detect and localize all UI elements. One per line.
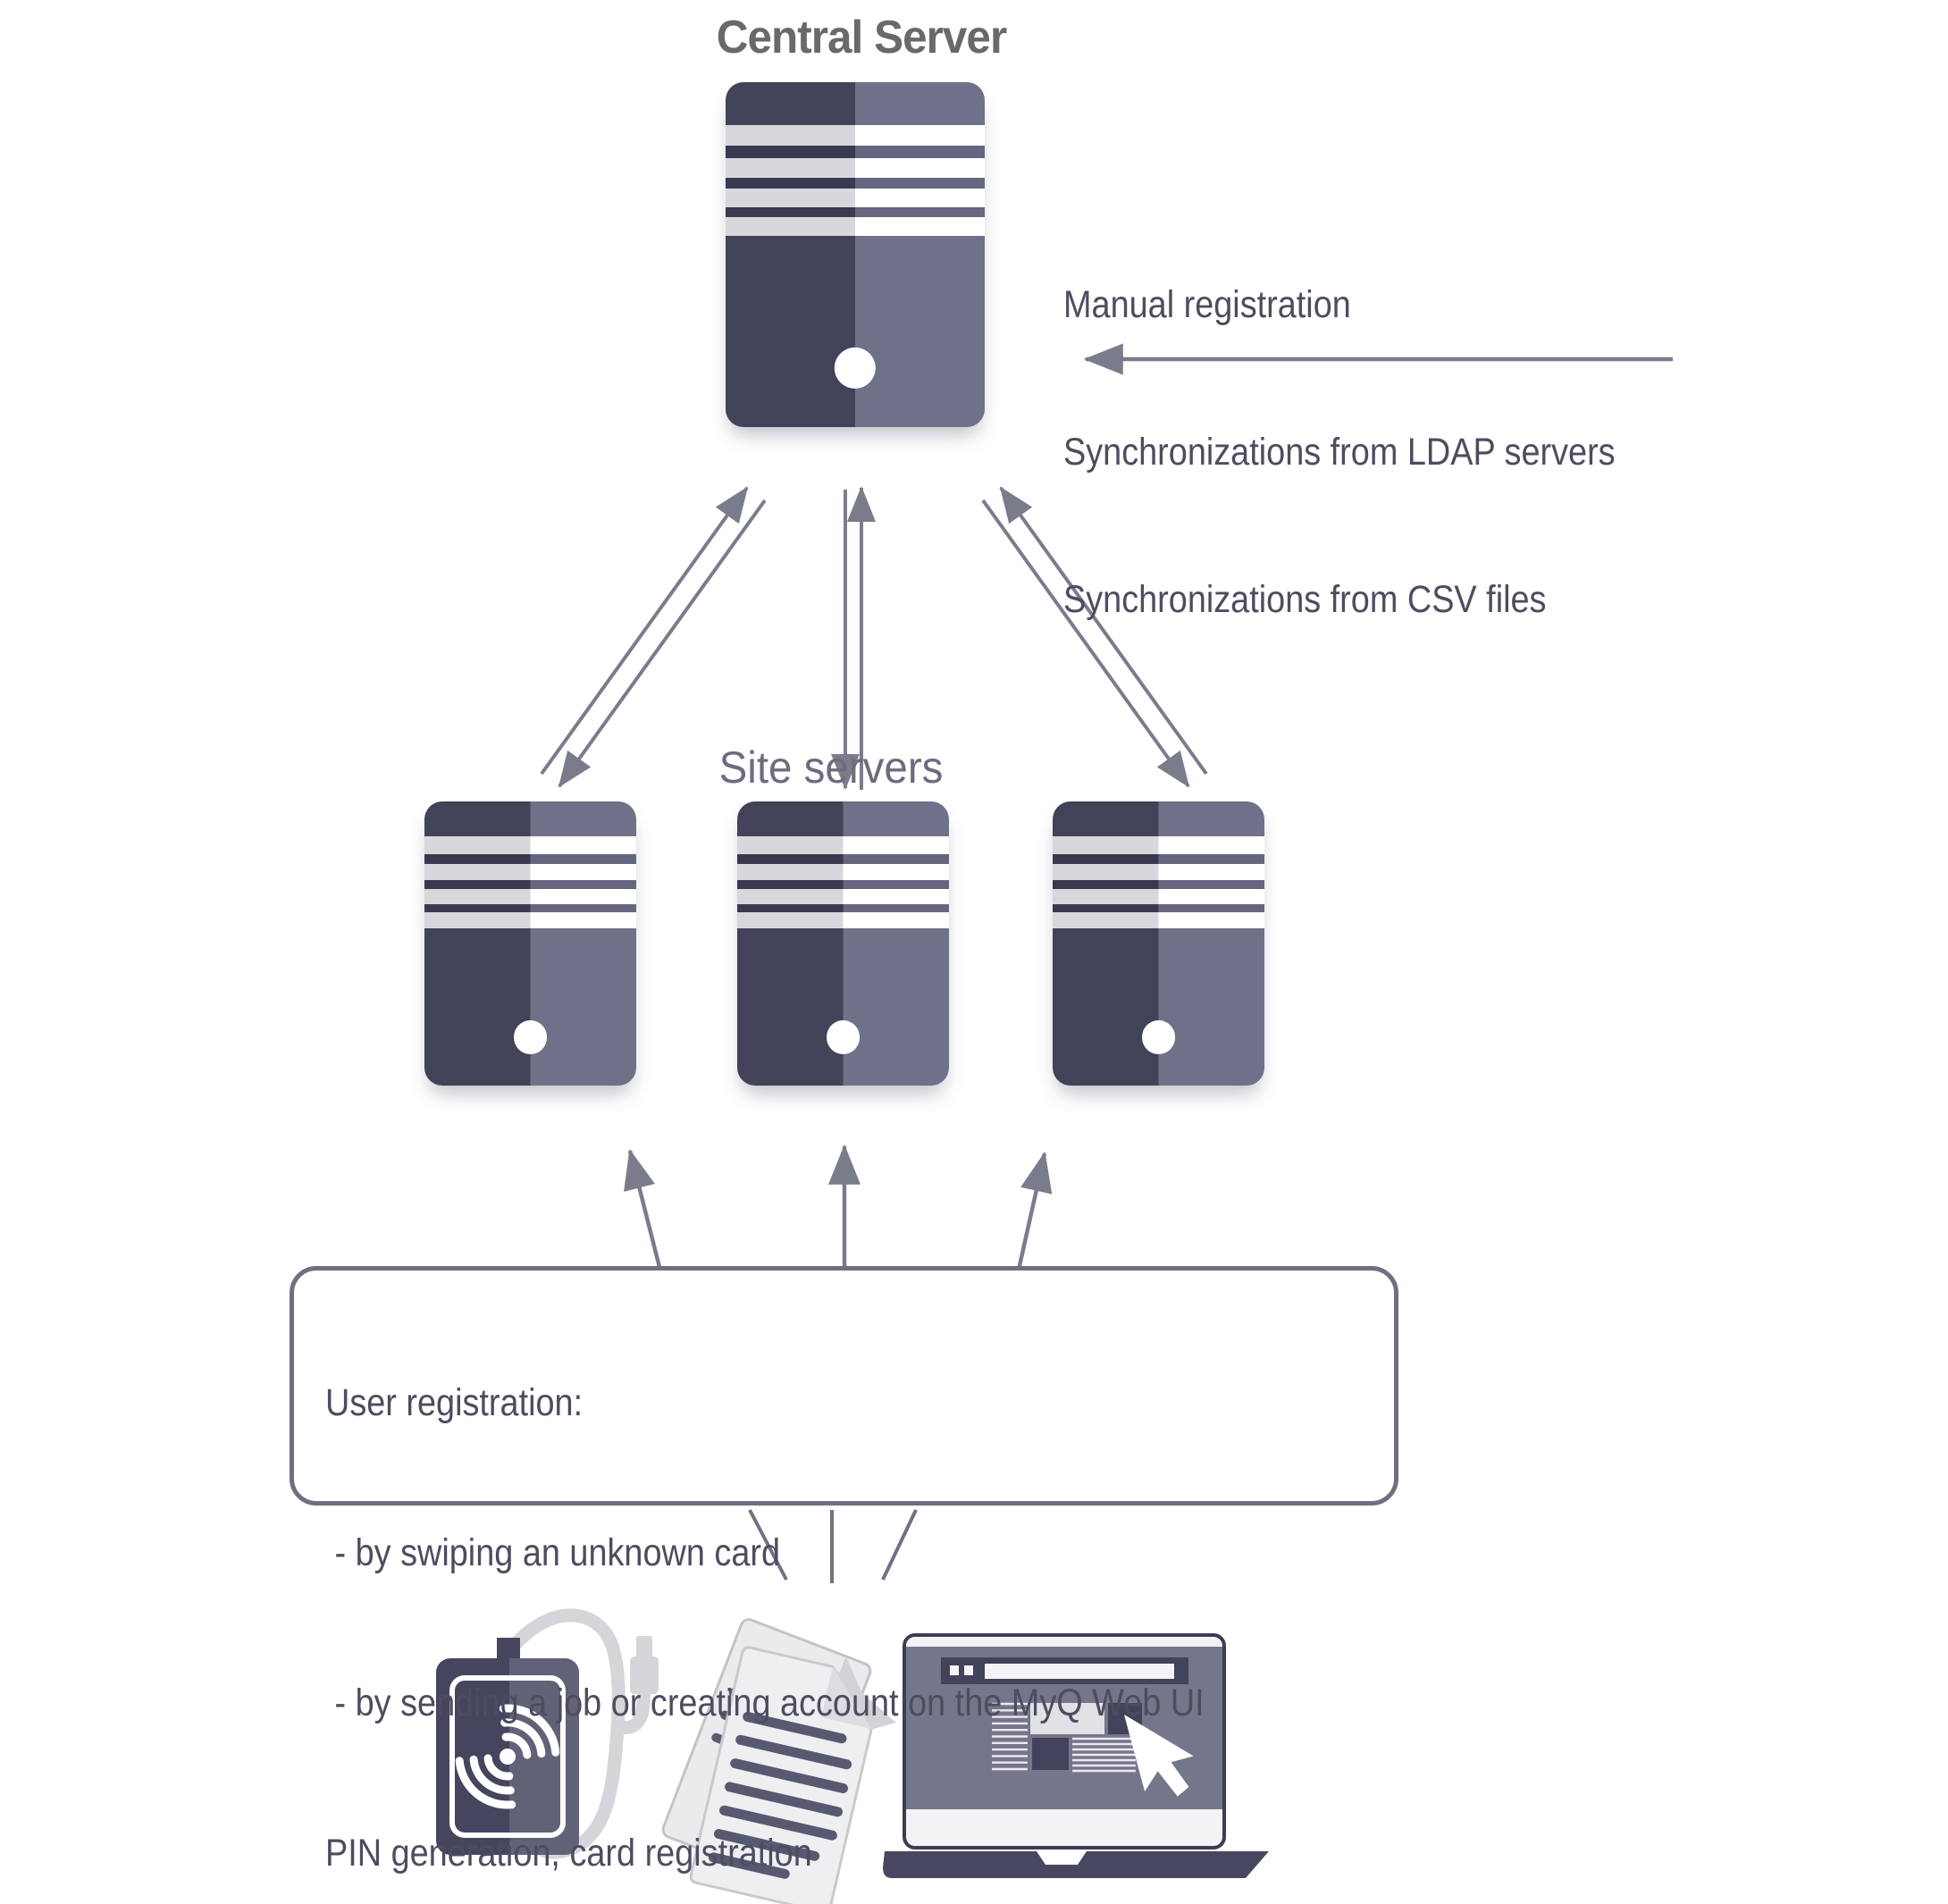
central-server-title: Central Server xyxy=(716,12,1007,63)
registration-line-3: Synchronizations from CSV files xyxy=(1063,578,1547,621)
site-server-icon-3 xyxy=(1053,801,1264,1086)
power-button-icon xyxy=(1142,1020,1176,1054)
site-server-icon-2 xyxy=(737,801,949,1086)
box-line-1: User registration: xyxy=(325,1381,584,1424)
registration-line-2: Synchronizations from LDAP servers xyxy=(1063,431,1616,474)
site-server-icon-1 xyxy=(424,801,636,1086)
user-registration-text xyxy=(325,1278,1205,1904)
box-line-4: PIN generation, card registration xyxy=(325,1832,812,1875)
user-registration-arrow-icons xyxy=(630,1146,1045,1278)
central-server-icon xyxy=(726,82,985,427)
registration-methods-text xyxy=(1063,182,1616,723)
power-button-icon xyxy=(514,1020,548,1054)
registration-line-1: Manual registration xyxy=(1063,283,1351,326)
power-button-icon xyxy=(827,1020,861,1054)
box-line-2: - by swiping an unknown card xyxy=(325,1531,781,1574)
box-line-3: - by sending a job or creating account on the MyQ Web UI xyxy=(325,1682,1205,1724)
site-servers-label: Site servers xyxy=(718,742,944,793)
